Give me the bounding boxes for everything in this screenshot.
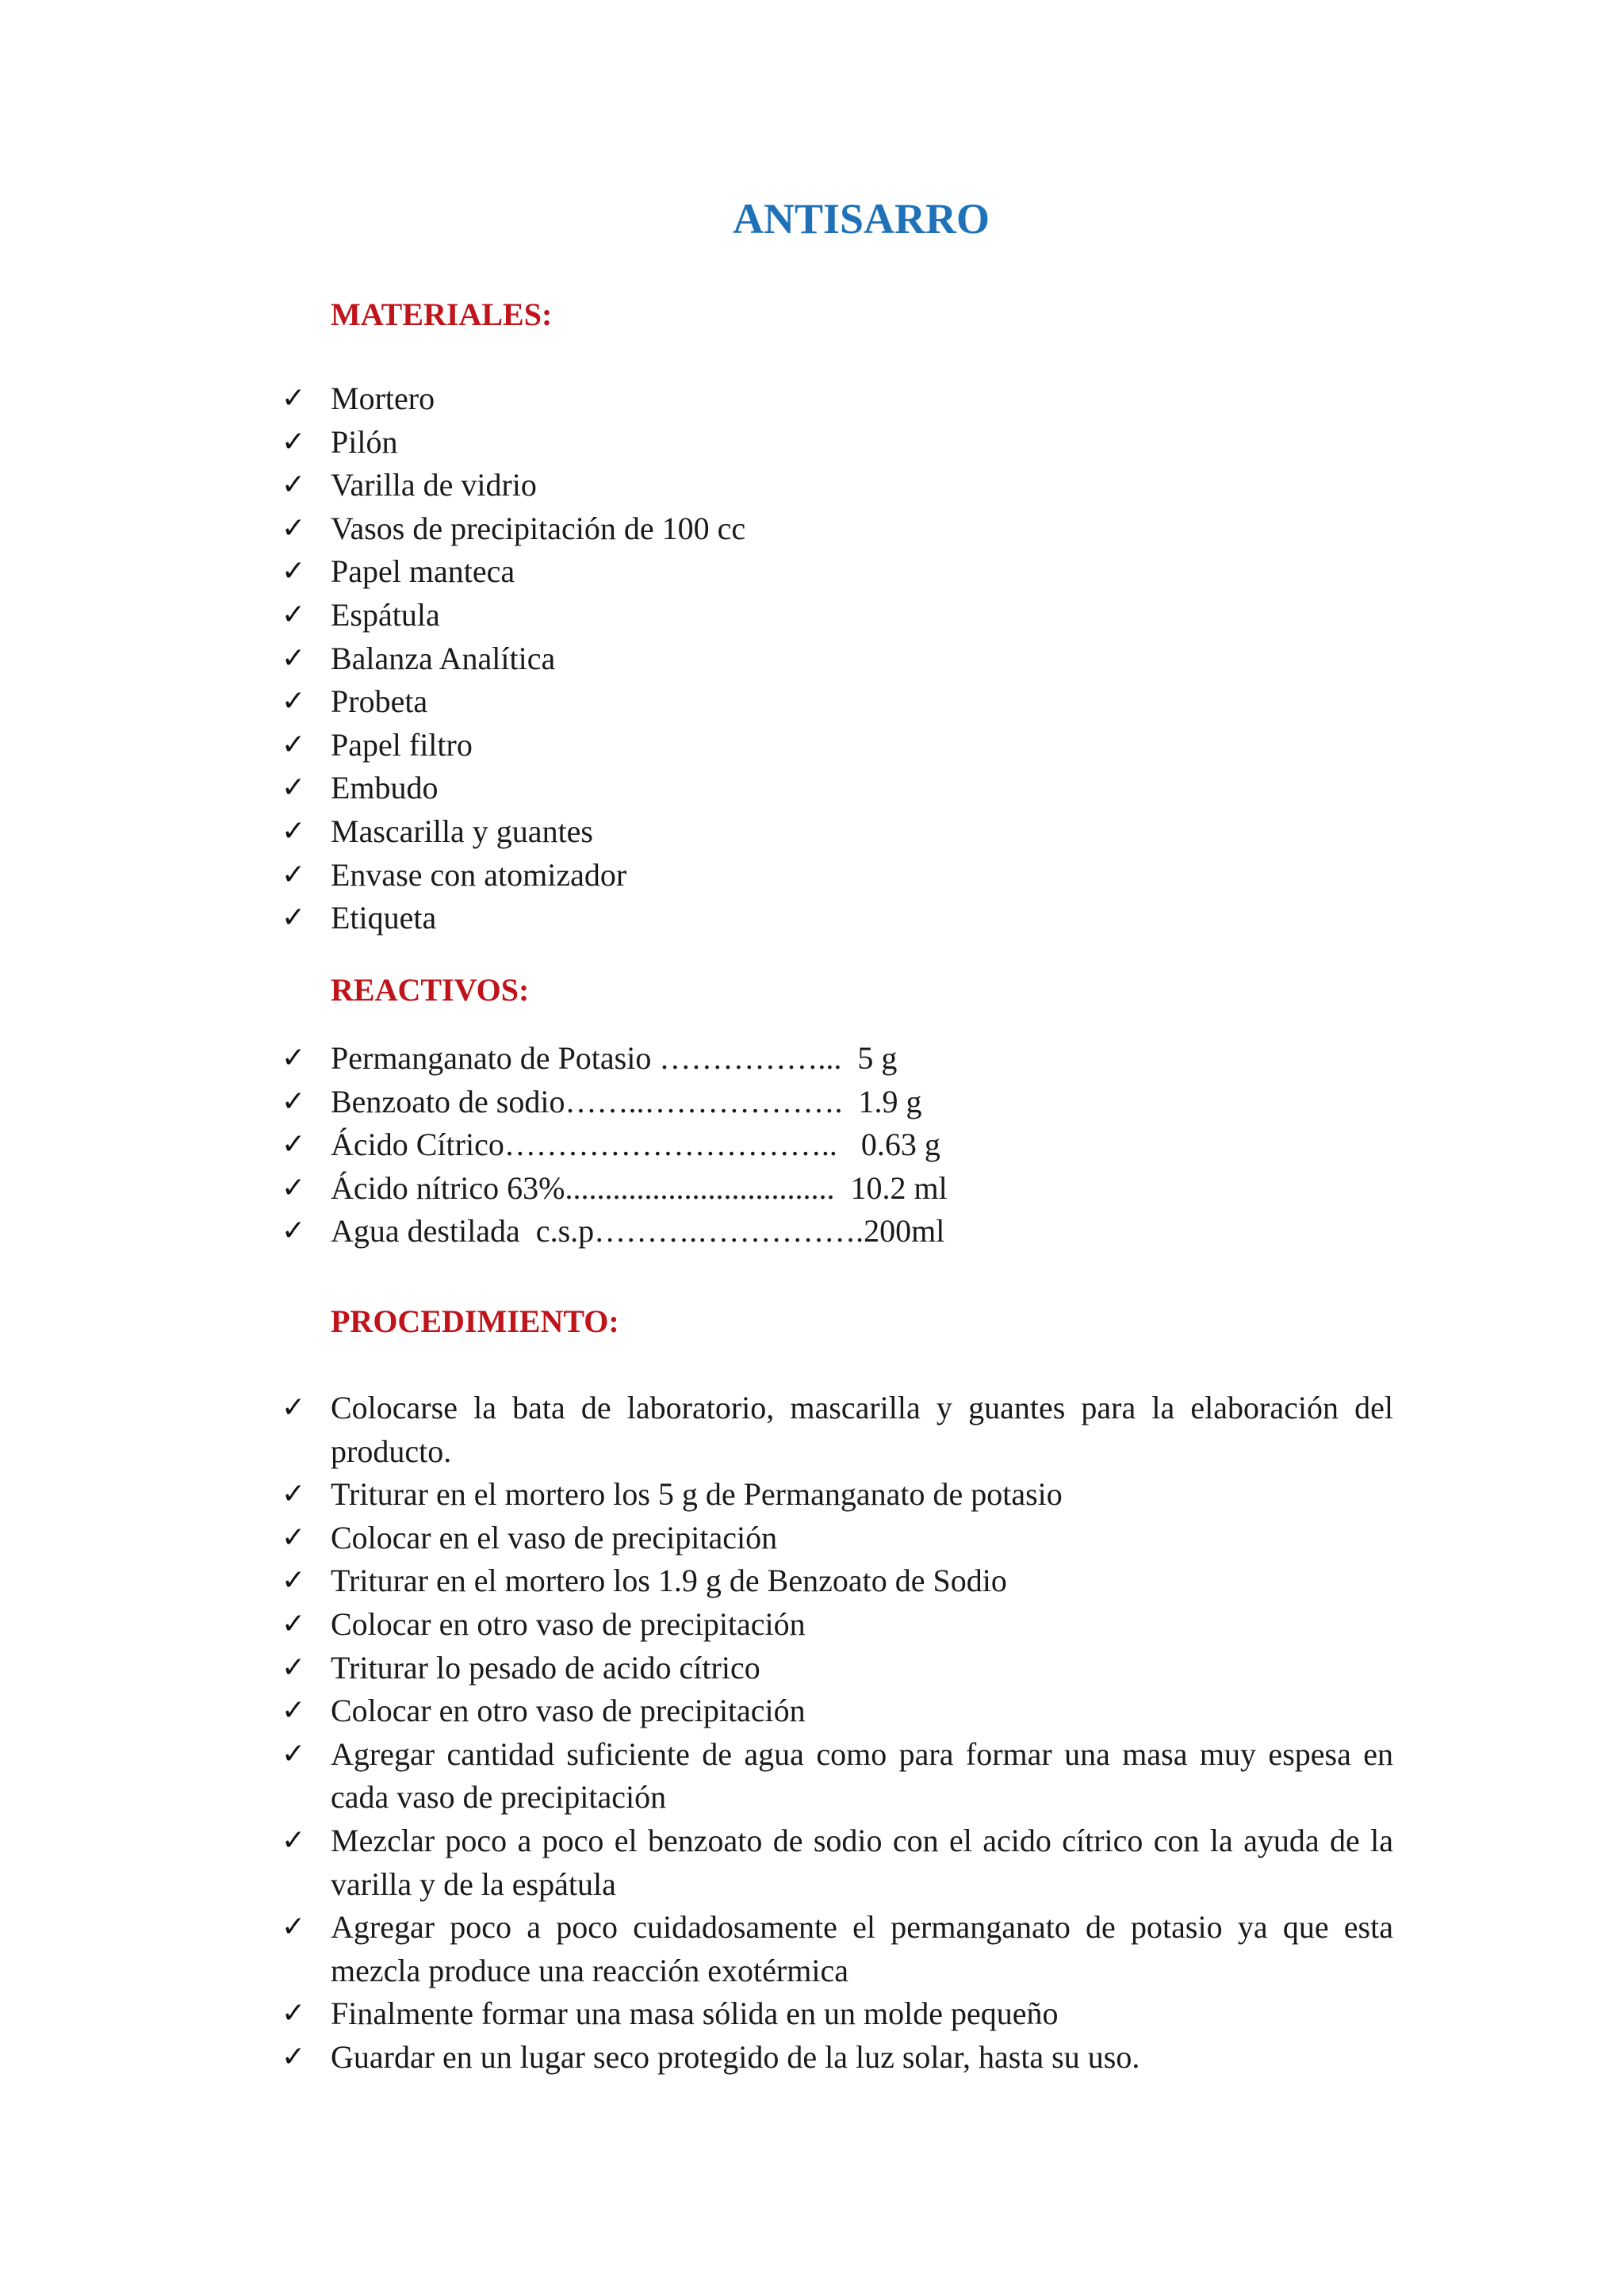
list-item [0,1473,1393,1517]
checkmark-icon: ✓ [282,2040,306,2073]
list-item-text: Mortero [331,381,435,416]
checkmark-icon: ✓ [282,771,306,805]
list-item [0,724,1393,767]
list-item [0,464,1393,507]
list-item-text: Agua destilada c.s.p……….…………….200ml [331,1213,945,1249]
checkmark-icon: ✓ [282,858,306,891]
checkmark-icon: ✓ [282,511,306,545]
list-item-text: Envase con atomizador [331,856,627,893]
list-item [0,1647,1393,1690]
materiales-heading: MATERIALES: [331,297,553,332]
list-item-text: Colocar en el vaso de precipitación [331,1519,778,1556]
list-item-text: Permanganato de Potasio ……………... 5 g [331,1040,898,1076]
checkmark-icon: ✓ [282,1651,306,1684]
list-item-text: Espátula [331,596,440,633]
checkmark-icon: ✓ [282,1391,306,1424]
list-item-text: Triturar lo pesado de acido cítrico [331,1649,760,1686]
checkmark-icon: ✓ [282,1215,306,1248]
list-item [0,1037,1393,1081]
list-item-text: Mezclar poco a poco el benzoato de sodio con el acido cítrico con la ayuda de la varilla y de la espátula [331,1822,1393,1902]
checkmark-icon: ✓ [282,685,306,718]
checkmark-icon: ✓ [282,814,306,848]
reactivos-heading: REACTIVOS: [331,972,530,1008]
list-item [0,1387,1393,1473]
checkmark-icon: ✓ [282,1478,306,1511]
list-item-text: Finalmente formar una masa sólida en un molde pequeño [331,1996,1059,2032]
list-item [0,1559,1393,1603]
checkmark-icon: ✓ [282,1128,306,1161]
list-item-text: Vasos de precipitación de 100 cc [331,510,746,546]
list-item [0,1603,1393,1647]
list-item [0,1081,1393,1124]
list-item-text: Embudo [331,770,439,806]
checkmark-icon: ✓ [282,901,306,935]
procedimiento-list [0,1387,1393,2080]
list-item-text: Papel filtro [331,726,473,763]
list-item-text: Triturar en el mortero los 1.9 g de Benzoato de Sodio [331,1563,1007,1599]
checkmark-icon: ✓ [282,1564,306,1598]
list-item-text: Mascarilla y guantes [331,813,593,849]
checkmark-icon: ✓ [282,1085,306,1118]
checkmark-icon: ✓ [282,382,306,415]
page-title: ANTISARRO [732,195,990,243]
list-item [0,550,1393,594]
list-item [0,1733,1393,1820]
checkmark-icon: ✓ [282,728,306,761]
list-item [0,854,1393,897]
list-item-text: Benzoato de sodio……..………………. 1.9 g [331,1083,922,1119]
list-item [0,594,1393,637]
list-item [0,897,1393,940]
list-item-text: Probeta [331,683,428,720]
list-item [0,810,1393,854]
checkmark-icon: ✓ [282,1737,306,1770]
list-item [0,637,1393,681]
list-item-text: Ácido nítrico 63%.................................. 10.2 ml [331,1169,948,1206]
reactivos-list [0,1037,1393,1253]
list-item [0,1906,1393,1992]
list-item-text: Triturar en el mortero los 5 g de Permanganato de potasio [331,1476,1063,1513]
checkmark-icon: ✓ [282,1694,306,1728]
list-item-text: Papel manteca [331,553,515,590]
list-item [0,1689,1393,1733]
list-item [0,1123,1393,1167]
list-item [0,2036,1393,2080]
checkmark-icon: ✓ [282,1997,306,2030]
checkmark-icon: ✓ [282,1171,306,1204]
list-item-text: Ácido Cítrico………………………….. 0.63 g [331,1127,940,1163]
list-item-text: Pilón [331,423,398,460]
list-item [0,421,1393,465]
checkmark-icon: ✓ [282,1042,306,1074]
list-item-text: Colocarse la bata de laboratorio, mascarilla y guantes para la elaboración del producto. [331,1390,1393,1469]
list-item-text: Colocar en otro vaso de precipitación [331,1605,806,1642]
procedimiento-heading: PROCEDIMIENTO: [331,1303,619,1339]
list-item-text: Varilla de vidrio [331,467,537,503]
checkmark-icon: ✓ [282,1911,306,1944]
checkmark-icon: ✓ [282,1823,306,1857]
list-item [0,1517,1393,1560]
list-item [0,1992,1393,2036]
list-item [0,377,1393,421]
checkmark-icon: ✓ [282,469,306,502]
list-item-text: Agregar poco a poco cuidadosamente el permanganato de potasio ya que esta mezcla produce una reacción exotérmica [331,1909,1393,1988]
checkmark-icon: ✓ [282,598,306,631]
list-item [0,680,1393,724]
list-item [0,767,1393,810]
list-item-text: Guardar en un lugar seco protegido de la luz solar, hasta su uso. [331,2038,1140,2075]
list-item-text: Balanza Analítica [331,640,556,676]
checkmark-icon: ✓ [282,555,306,588]
list-item-text: Etiqueta [331,900,437,936]
checkmark-icon: ✓ [282,1521,306,1554]
list-item-text: Colocar en otro vaso de precipitación [331,1693,806,1729]
checkmark-icon: ✓ [282,1607,306,1640]
list-item [0,1167,1393,1211]
checkmark-icon: ✓ [282,425,306,458]
list-item [0,1210,1393,1253]
materiales-list [0,377,1393,940]
list-item-text: Agregar cantidad suficiente de agua como para formar una masa muy espesa en cada vaso de precipitación [331,1735,1393,1816]
list-item [0,1820,1393,1906]
checkmark-icon: ✓ [282,641,306,675]
list-item [0,507,1393,551]
